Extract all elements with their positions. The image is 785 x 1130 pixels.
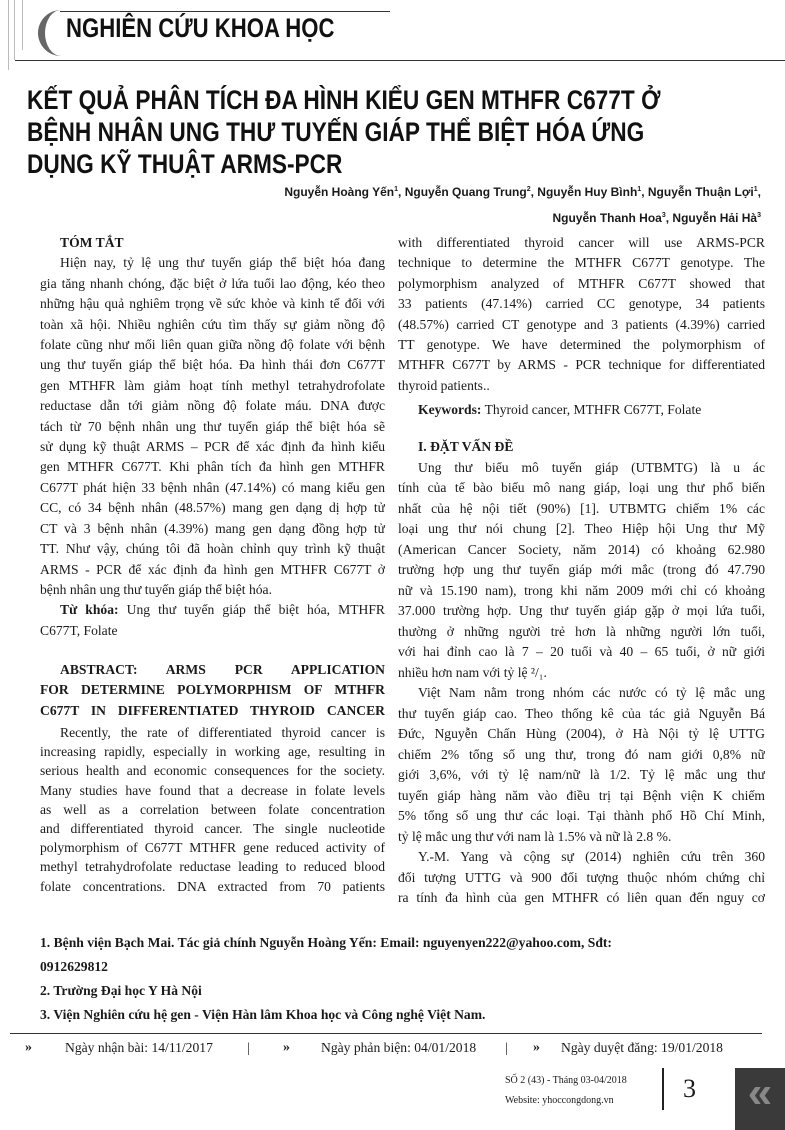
- keywords-en: [398, 400, 765, 420]
- text-line: sử dụng kỹ thuật ARMS – PCR để xác định đa hình kiểu: [40, 439, 385, 455]
- text-line: thyroid patients..: [398, 377, 490, 393]
- author-line: Nguyễn Hoàng Yến$^1$, Nguyễn Quang Trung$^2$, Nguyễn Huy Bình$^1$, Nguyễn Thuận Lợi$^1$,: [284, 185, 761, 199]
- text-line: C677T phát hiện 33 bệnh nhân (47.14%) có mang kiểu gen: [40, 479, 385, 495]
- section-label: NGHIÊN CỨU KHOA HỌC: [66, 13, 335, 43]
- keywords-vi-label: Từ khóa:: [60, 602, 119, 618]
- author-affiliation-mark: 1: [753, 186, 758, 193]
- text-line: Ung thư biểu mô tuyến giáp (UTBMTG) là u ác: [418, 459, 765, 475]
- affiliation: 3. Viện Nghiên cứu hệ gen - Viện Hàn lâm Khoa học và Công nghệ Việt Nam.: [40, 1007, 486, 1022]
- text-line: serious health and economic consequences for the society.: [40, 763, 385, 779]
- keywords-en-label: Keywords:: [418, 402, 482, 418]
- text-line: gia tăng nhanh chóng, đặc biệt ở lứa tuổi lao động, kéo theo: [40, 275, 385, 291]
- website: Website: yhoccongdong.vn: [505, 1095, 614, 1106]
- text-line: TT. Như vậy, chúng tôi đã hoàn chỉnh quy trình kỹ thuật: [40, 541, 385, 557]
- review-date: Ngày phản biện: 04/01/2018: [321, 1040, 477, 1055]
- intro-paragraph-1: [398, 458, 765, 684]
- scan-artifact: [22, 0, 23, 50]
- introduction-section: [398, 437, 765, 909]
- text-line: Đức, Nguyễn Chấn Hùng (2004), ở Hà Nội tỷ lệ UTTG: [398, 726, 765, 741]
- section-heading: I. ĐẶT VẤN ĐỀ: [418, 439, 514, 454]
- affiliation: 1. Bệnh viện Bạch Mai. Tác giả chính Nguyễn Hoàng Yến: Email: nguyenyen222@yahoo.com, Sđt:: [40, 935, 612, 950]
- text-line: (48.57%) carried CT genotype and 3 patients (4.39%) carried: [398, 316, 765, 332]
- text-line: methyl tetrahydrofolate reductase leading to reduced blood: [40, 859, 385, 875]
- author-name: Nguyễn Thanh Hoa: [552, 211, 662, 225]
- text-line: trường hợp ung thư tuyến giáp mới mắc (trong đó 47.790: [398, 562, 765, 577]
- header-top-rule: [60, 11, 390, 12]
- text-line: CT và 3 bệnh nhân (4.39%) mang gen dạng đồng hợp tử: [40, 520, 385, 536]
- chevron-right-icon: »: [533, 1040, 540, 1055]
- abstract-heading: [40, 660, 385, 721]
- double-chevron-left-icon: «: [747, 1068, 773, 1117]
- text-line: (American Cancer Society, năm 2014) có khoảng 62.980: [398, 541, 765, 557]
- text-line: reductase dẫn tới giảm nồng độ folate máu. DNA được: [40, 398, 385, 414]
- text-line: đối tượng UTTG và 900 đối tượng thuộc nhóm chứng chỉ: [398, 869, 765, 885]
- text-line: bệnh nhân ung thư tuyến giáp thể biệt hóa.: [40, 581, 272, 597]
- text-line: Y.-M. Yang và cộng sự (2014) nghiên cứu trên 360: [418, 849, 765, 864]
- text-line: TT genotype. We have determined the polymorphism of: [398, 337, 765, 353]
- intro-paragraph-2: [398, 683, 765, 847]
- right-column: [398, 233, 765, 421]
- author-name: Nguyễn Huy Bình: [537, 185, 638, 199]
- text-line: tách từ 70 bệnh nhân ung thư tuyến giáp thể biệt hóa sẽ: [40, 418, 385, 434]
- text-line: ARMS - PCR để xác định đa hình gen MTHFR C677T ở: [40, 561, 385, 577]
- abstract-heading-line: C677T IN DIFFERENTIATED THYROID CANCER: [40, 702, 385, 718]
- text-line: increasing rapidly, especially in working age, resulting in: [40, 744, 385, 760]
- separator: |: [247, 1040, 250, 1055]
- abstract-paragraph: [40, 723, 385, 896]
- separator: |: [505, 1040, 508, 1055]
- affiliation: 2. Trường Đại học Y Hà Nội: [40, 983, 202, 998]
- text-line: MTHFR C677T by ARMS - PCR technique for differentiated: [398, 357, 765, 373]
- text-line: gen MTHFR làm giảm hoạt tính methyl tetrahydrofolate: [40, 377, 385, 393]
- text-line: technique to determine the MTHFR C677T genotype. The: [398, 255, 765, 271]
- text-line: and differentiated thyroid cancer. The single nucleotide: [40, 821, 385, 837]
- text-line: thư tuyến giáp cao. Theo thống kê của tác giả Nguyễn Bá: [398, 705, 765, 721]
- title-line: BỆNH NHÂN UNG THƯ TUYẾN GIÁP THỂ BIỆT HÓA ỨNG: [27, 117, 645, 147]
- keywords-vi: [40, 600, 385, 620]
- text-line: với hai đỉnh cao là 7 – 20 tuổi và 40 – 65 tuổi, ở nữ giới: [398, 644, 765, 659]
- scan-artifact: [8, 0, 9, 70]
- text-line: nữ và 15.190 nam), trong khi năm 2009 mới chỉ có khoảng: [398, 582, 765, 598]
- text-line: 33 patients (47.14%) carried CC genotype, 34 patients: [398, 296, 765, 312]
- text-line: CC, có 34 bệnh nhân (48.57%) mang gen dạng dị hợp tử: [40, 500, 385, 516]
- title-line: KẾT QUẢ PHÂN TÍCH ĐA HÌNH KIỂU GEN MTHFR C677T Ở: [27, 85, 661, 115]
- author-affiliation-mark: 2: [526, 186, 531, 193]
- accepted-date: Ngày duyệt đăng: 19/01/2018: [561, 1040, 723, 1055]
- text-line: polymorphism of C677T MTHFR gene reduced activity of: [40, 840, 385, 856]
- title-line: DỤNG KỸ THUẬT ARMS-PCR: [27, 149, 343, 179]
- author-line: Nguyễn Thanh Hoa$^3$, Nguyễn Hải $Hà^3$: [552, 211, 761, 225]
- text-line: 5% tổng số ung thư các loại. Tại thành phố Hồ Chí Minh,: [398, 808, 765, 823]
- text-line: tuyến giáp hàng năm vào điều trị tại Bệnh viện K chiếm: [398, 787, 765, 803]
- text-line: những hậu quả nghiêm trọng về sức khỏe và kinh tế đối với: [40, 296, 385, 312]
- text-line: folate cũng như mối liên quan giữa nồng độ folate với bệnh: [40, 337, 385, 353]
- author-name: Nguyễn Thuận Lợi: [647, 185, 754, 199]
- author-affiliation-mark: 1: [394, 186, 399, 193]
- tomtat-paragraph: [40, 253, 385, 600]
- author-affiliation-mark: 3: [661, 212, 666, 219]
- text-line: nhất của hệ nội tiết (90%) [1]. UTBMTG chiếm 1% các: [398, 500, 765, 516]
- tomtat-heading: TÓM TẮT: [60, 235, 124, 250]
- abstract-heading-line: FOR DETERMINE POLYMORPHISM OF MTHFR: [40, 682, 385, 698]
- footer-divider: [662, 1068, 664, 1110]
- left-column: [40, 233, 385, 641]
- article-title: [27, 84, 660, 180]
- text-line: nhiều hơn nam với tỷ lệ ²/₁.: [398, 664, 547, 680]
- text-line: chiếm 2% tổng số ung thư, trong đó nam giới 0,8% nữ: [398, 746, 765, 762]
- text-line: Recently, the rate of differentiated thyroid cancer is: [60, 725, 385, 740]
- text-line: tỷ lệ mắc ung thư với nam là 1.5% và nữ là 2.8 %.: [398, 828, 672, 844]
- text-line: ra tính đa hình của gen MTHFR có liên quan đến nguy cơ: [398, 890, 765, 905]
- text-line: 37.000 trường hợp. Ung thư tuyến giáp gặp ở mọi lứa tuổi,: [398, 603, 765, 618]
- text-line: toàn xã hội. Nhiều nghiên cứu tìm thấy sự giảm nồng độ: [40, 316, 385, 332]
- corner-chevron-icon: [735, 1068, 785, 1130]
- author-affiliation-mark: 1: [637, 186, 642, 193]
- author-name: Nguyễn Quang Trung: [404, 185, 527, 199]
- author-name: Nguyễn Hoàng Yến: [284, 185, 395, 199]
- text-line: Việt Nam nằm trong nhóm các nước có tỷ lệ mắc ung: [418, 685, 765, 700]
- text-line: with differentiated thyroid cancer will use ARMS-PCR: [398, 235, 765, 250]
- affiliation: 0912629812: [40, 959, 108, 974]
- text-line: loại ung thư nói chung [2]. Theo Hiệp hội Ung thư Mỹ: [398, 521, 765, 536]
- text-line: ung thư tuyến giáp thể biệt hóa. Đa hình thái đơn C677T: [40, 357, 385, 373]
- keywords-en-text: Thyroid cancer, MTHFR C677T, Folate: [481, 402, 702, 418]
- received-date: Ngày nhận bài: 14/11/2017: [65, 1040, 213, 1055]
- author-affiliation-mark: 3: [757, 212, 761, 219]
- text-line: as well as a correlation between folate concentration: [40, 801, 385, 817]
- text-line: polymorphism analyzed of MTHFR C677T showed that: [398, 275, 765, 291]
- keywords-vi-text: C677T, Folate: [40, 622, 118, 638]
- text-line: gen MTHFR C677T. Khi phân tích đa hình gen MTHFR: [40, 459, 385, 475]
- keywords-vi-text: Ung thư tuyến giáp thể biệt hóa, MTHFR: [118, 602, 385, 618]
- issue-number: SỐ 2 (43) - Tháng 03-04/2018: [505, 1075, 627, 1086]
- text-line: folate concentrations. DNA extracted from 70 patients: [40, 878, 385, 894]
- author-list: [284, 178, 761, 230]
- scan-artifact: [14, 0, 15, 60]
- text-line: giới 3,6%, với tỷ lệ nam/nữ là 1/2. Tỷ lệ mắc ung thư: [398, 767, 765, 782]
- abstract-heading-line: ABSTRACT: ARMS PCR APPLICATION: [60, 662, 385, 677]
- abstract-lines: [40, 723, 385, 896]
- text-line: tính của tế bào biểu mô nang giáp, loại ung thư phổ biến: [398, 480, 765, 495]
- page-number: 3: [683, 1074, 696, 1103]
- chevron-right-icon: »: [25, 1040, 32, 1055]
- abstract-continued: [398, 233, 765, 396]
- text-line: thường ở những người trẻ hơn là những người lớn tuổi,: [398, 623, 765, 639]
- text-line: Hiện nay, tỷ lệ ung thư tuyến giáp thể biệt hóa đang: [60, 255, 385, 271]
- chevron-right-icon: »: [283, 1040, 290, 1055]
- section-bracket-icon: [38, 10, 67, 56]
- author-name: Nguyễn Hải Hà: [672, 211, 758, 225]
- header-bottom-rule: [15, 60, 785, 61]
- intro-paragraph-3: [398, 847, 765, 909]
- footer-rule: [10, 1033, 762, 1034]
- text-line: Many studies have found that a decrease in folate levels: [40, 782, 385, 798]
- issue-info: [505, 1071, 627, 1111]
